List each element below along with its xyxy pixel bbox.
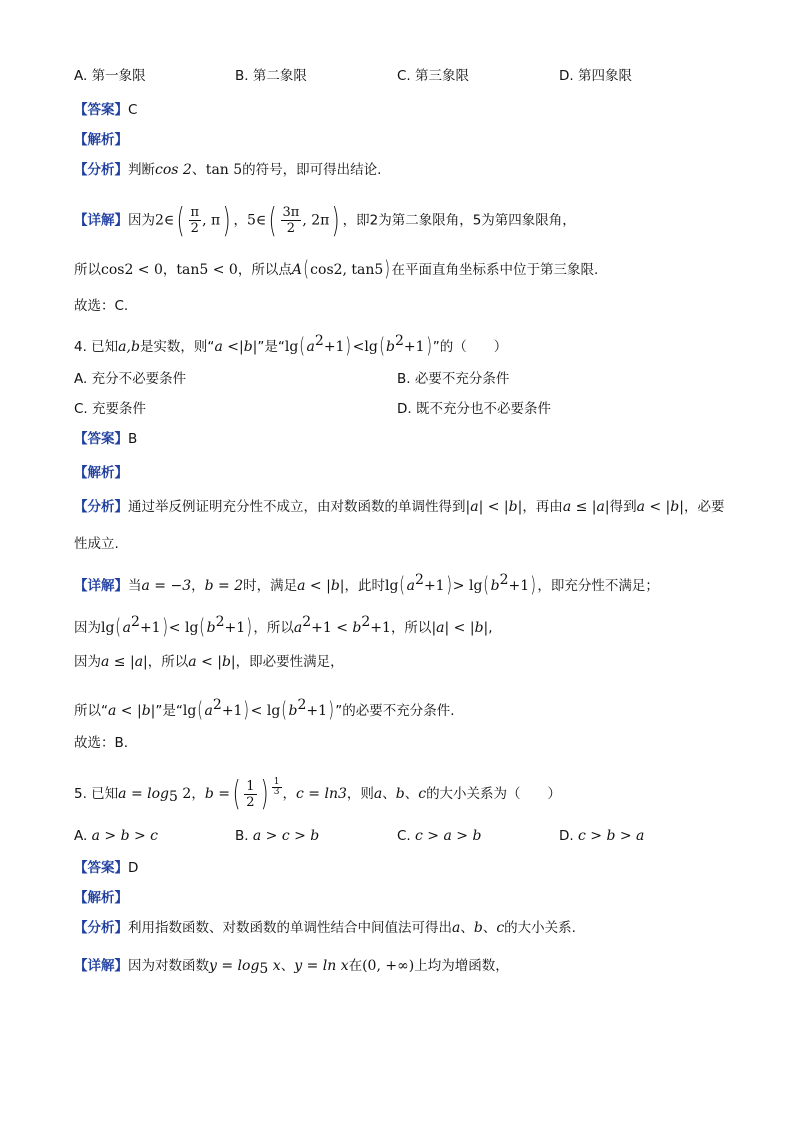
q4-detail-4: 所以“a < |b|”是“$\lg(a^2+1)< \lg(b^2+1)$”的必要不充分条件. [74,697,455,722]
q4-fenxi-cont: 性成立. [74,536,119,552]
q4-choose: 故选：B. [74,735,129,751]
q5-option-c: C. c > a > b [397,828,482,844]
math: +1 < [311,620,353,636]
math-abs-b: |b| [238,339,258,355]
text: 当 [128,578,142,594]
exponent-one-third: $\frac{1}{3}$ [273,777,280,797]
text: 在 [348,958,363,974]
fenxi-text-end: 的符号，即可得出结论. [242,162,382,178]
paren-open: ( [268,200,277,241]
paren-close: ) [222,200,231,241]
math-lg: lg [284,339,299,355]
text: ，所以 [147,654,189,670]
text: 5. 已知 [74,786,119,802]
text: 得到 [609,499,637,515]
math: a = −3 [141,578,192,594]
answer-value: B [128,431,138,447]
q5-option-b: B. a > c > b [235,828,320,844]
math-sub: 5 [259,961,269,977]
text: ，此时 [344,578,385,594]
fraction-3pi-2: $\frac{3\pi}{2}$ [282,205,300,236]
math-point-a: A [291,262,302,278]
q5-option-a: A. a > b > c [74,828,159,844]
q5-analysis-tag [74,888,128,908]
math-lg: <lg [352,339,378,355]
analysis-tag: 【解析】 [74,465,128,481]
q4-option-c: C. 充要条件 [74,401,147,417]
sep: 、 [280,958,295,974]
detail-tag: 【详解】 [74,212,128,229]
q4-option-b: B. 必要不充分条件 [397,371,510,387]
text: 时，满足 [243,578,298,594]
math-point-coords: cos2, tan5 [310,262,384,278]
text: 是实数，则“ [139,339,215,355]
q3-conclusion: 所以cos2 < 0，tan5 < 0，所以点A(cos2, tan5)在平面直角坐标系中位于第三象限. [74,257,599,281]
q4-option-d: D. 既不充分也不必要条件 [397,401,551,417]
detail-tag: 【详解】 [74,578,128,594]
text: ，再由 [522,499,563,515]
detail-text: 因为 [128,212,155,229]
q3-choose: 故选：C. [74,298,129,314]
text: 因为对数函数 [128,958,209,974]
text: ”是“ [155,703,183,719]
text: ，即充分性不满足； [537,578,659,594]
q5-option-d: D. c > b > a [559,828,645,844]
text: , [488,620,493,636]
q4-fenxi: 【分析】通过举反例证明充分性不成立，由对数函数的单调性得到|a| < |b|，再由a ≤ |a|得到a < |b|，必要 [74,499,725,515]
answer-tag: 【答案】 [74,102,128,118]
text: 因为 [74,654,101,670]
text: 在平面直角坐标系中位于第三象限. [391,262,599,278]
fraction-one-half: $\frac{1}{2}$ [246,778,255,810]
math-tan: 、tan 5 [191,162,243,178]
answer-tag: 【答案】 [74,860,128,876]
q3-analysis-tag [74,130,128,150]
text: ，所以点 [237,262,292,278]
q3-option-a: A. 第一象限 [74,68,146,84]
math-a: a [306,339,315,355]
q3-option-b: B. 第二象限 [235,68,307,84]
math-interval: (0, +∞) [362,958,415,974]
math: b = 2 [204,578,244,594]
text: 所以“ [74,703,108,719]
math-2pi: , 2π [302,212,330,229]
q4-analysis-tag [74,463,128,483]
text: ”的必要不充分条件. [335,703,455,719]
answer-value: D [128,860,139,876]
math: 2 [177,786,192,802]
text: 4. 已知 [74,339,119,355]
q3-detail [74,200,576,241]
q4-stem: 4. 已知a,b是实数，则“a <|b|”是“$\lg(a^2+1)<\lg(b^2+1)$”的（ ） [74,333,508,358]
math-pi: , π [202,212,221,229]
q3-option-d: D. 第四象限 [559,68,632,84]
fenxi-text: 判断 [128,162,155,178]
paren-open: ( [176,200,185,241]
fraction-pi-2: $\frac{\pi}{2}$ [190,205,200,236]
q5-answer [74,858,138,878]
math-five-in: 5∈ [246,212,267,229]
q3-fenxi [74,160,381,180]
math: a < [214,339,239,355]
fenxi-tag: 【分析】 [74,920,128,936]
q3-answer [74,100,137,120]
sep: ， [162,262,177,278]
q4-detail-3: 因为a ≤ |a|，所以a < |b|，即必要性满足， [74,654,344,670]
q5-fenxi: 【分析】利用指数函数、对数函数的单调性结合中间值法可得出a、b、c的大小关系. [74,920,576,936]
q4-answer [74,429,137,449]
q4-detail-2: 因为$\lg(a^2+1)< \lg(b^2+1)$，所以$a^2+1 < b^2+1$，所以|a| < |b|, [74,614,493,639]
math-two-in: 2∈ [155,212,175,229]
text: 的大小关系为（ ） [426,786,562,802]
q4-option-a: A. 充分不必要条件 [74,371,187,387]
text: ”是“ [257,339,285,355]
math-c-eq: c = ln3 [296,786,347,802]
math-b-eq: b = [204,786,230,802]
text: 所以 [74,262,101,278]
math-cos2: cos2 < 0 [101,262,163,278]
math-ab: a,b [118,339,140,355]
math: x [268,958,281,974]
math-cos: cos 2 [155,162,192,178]
analysis-tag: 【解析】 [74,132,128,148]
paren-close: ) [332,200,340,241]
analysis-tag: 【解析】 [74,890,128,906]
q3-option-c: C. 第三象限 [397,68,470,84]
q5-stem: 5. 已知$a = \log_5 2$，b =( $\frac{1}{2}$ ) $\frac{1}{3}$ ，c = ln3，则a、b、c的大小关系为（ ） [74,774,562,814]
answer-tag: 【答案】 [74,431,128,447]
math-sub: 5 [169,789,178,805]
fenxi-tag: 【分析】 [74,162,128,178]
text: ，必要 [683,499,725,515]
text: ，所以 [390,620,432,636]
text: 利用指数函数、对数函数的单调性结合中间值法可得出 [128,920,452,936]
text: 因为 [74,620,101,636]
q4-detail-1: 【详解】当a = −3，b = 2时，满足a < |b|，此时$\lg(a^2+1)> \lg(b^2+1)$，即充分性不满足； [74,572,659,597]
detail-text-end: ，即2为第二象限角，5为第四象限角， [342,212,576,229]
sep: ， [233,212,247,229]
text: 上均为增函数， [414,958,509,974]
detail-tag: 【详解】 [74,958,128,974]
math: +1 [403,339,425,355]
math: y = ln x [294,958,349,974]
math-b: b [386,339,395,355]
text: ，即必要性满足， [235,654,344,670]
math: +1 [323,339,345,355]
text: ”的（ ） [432,339,508,355]
q5-detail [74,956,509,979]
text: ，所以 [253,620,294,636]
math-a-log: a = log [118,786,170,802]
math-tan5: tan5 < 0 [176,262,238,278]
text: 的大小关系. [504,920,576,936]
text: ，则 [346,786,374,802]
answer-value: C [128,102,138,118]
fenxi-tag: 【分析】 [74,499,128,515]
text: 通过举反例证明充分性不成立，由对数函数的单调性得到 [128,499,466,515]
math: y = log [209,958,260,974]
